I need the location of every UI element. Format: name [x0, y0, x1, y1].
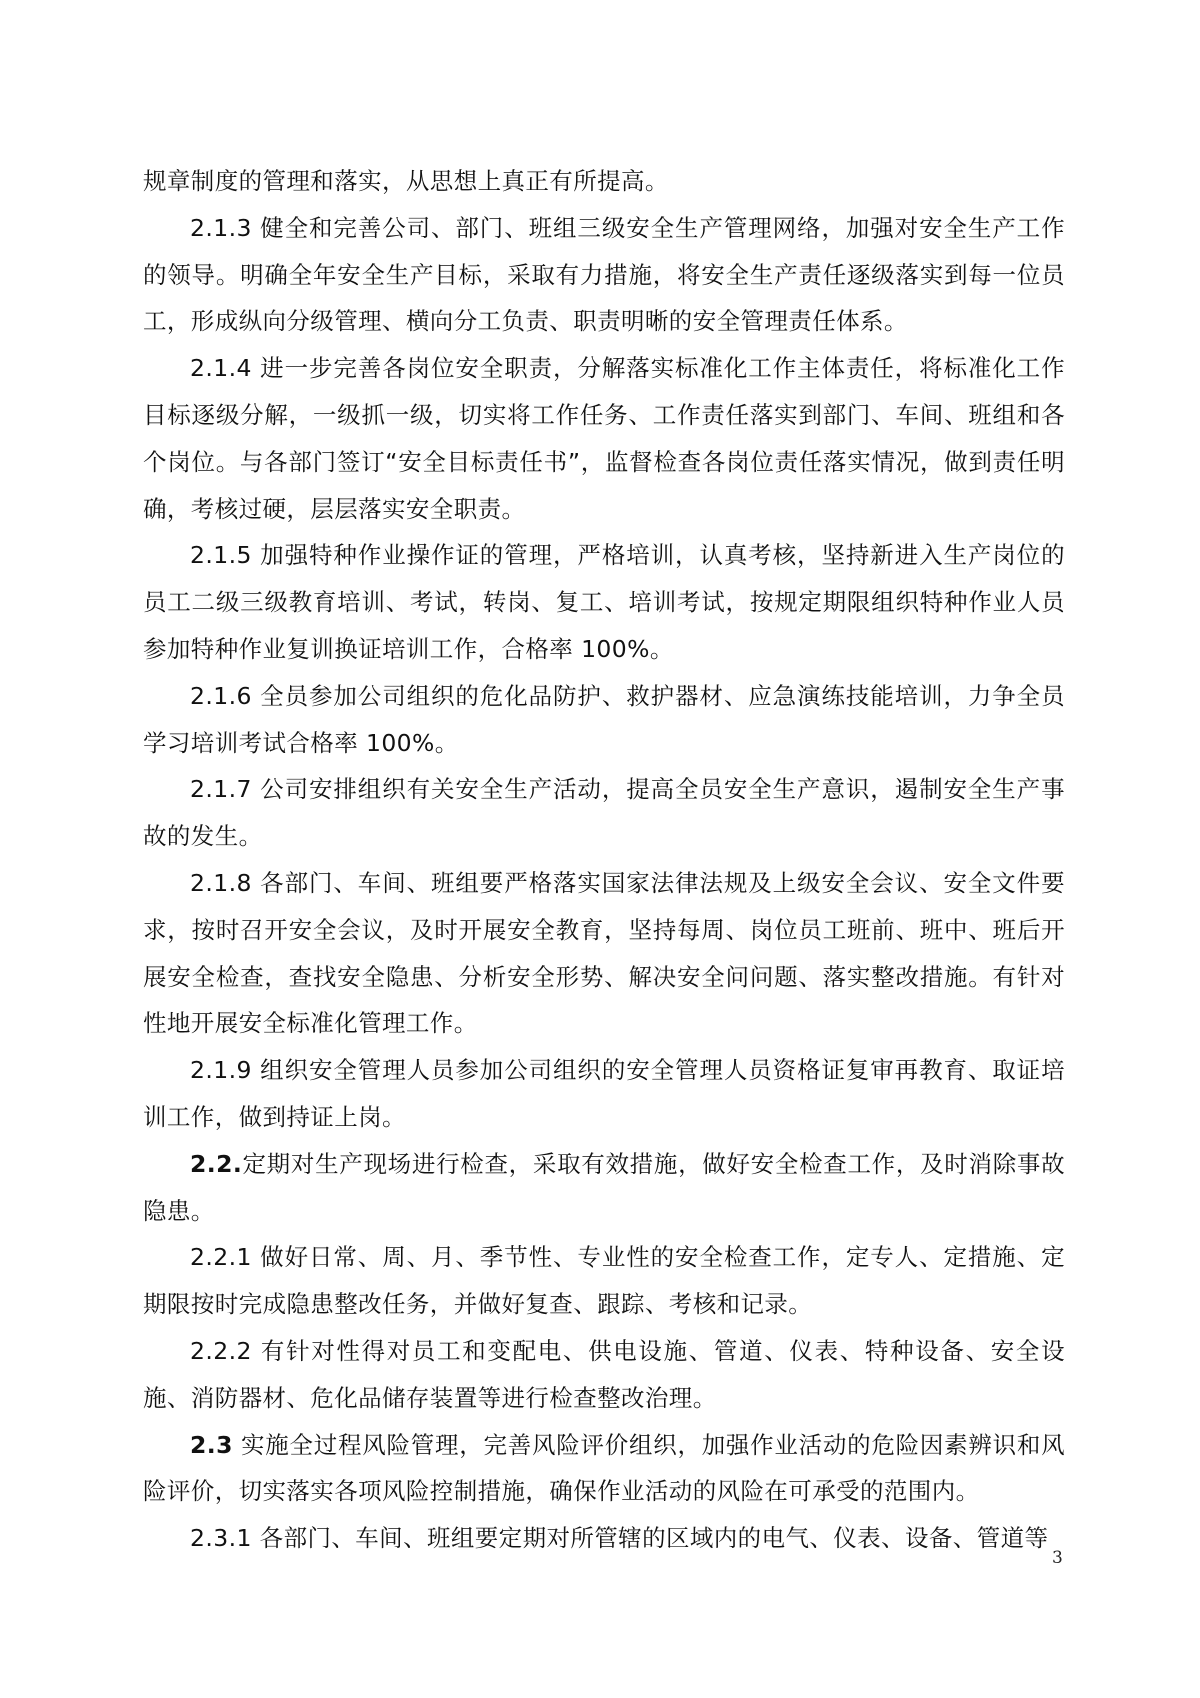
paragraph-2-3 — [143, 1422, 1065, 1516]
section-number: 2.3.1 — [190, 1524, 252, 1553]
paragraph-2-1-6 — [143, 673, 1065, 767]
paragraph-2-1-4 — [143, 345, 1065, 532]
section-number: 2.1.3 — [190, 213, 252, 242]
paragraph-2-1-5 — [143, 532, 1065, 672]
paragraph-2-2 — [143, 1141, 1065, 1235]
page-number: 3 — [1052, 1548, 1063, 1568]
paragraph-text: 实施全过程风险管理，完善风险评价组织，加强作业活动的危险因素辨识和风险评价，切实落实各项风险控制措施，确保作业活动的风险在可承受的范围内。 — [143, 1430, 1065, 1506]
section-number: 2.2.2 — [190, 1336, 252, 1365]
section-number: 2.1.9 — [190, 1056, 252, 1085]
paragraph-text: 各部门、车间、班组要定期对所管辖的区域内的电气、仪表、设备、管道等 — [251, 1524, 1049, 1553]
paragraph-text: 有针对性得对员工和变配电、供电设施、管道、仪表、特种设备、安全设施、消防器材、危化品储存装置等进行检查整改治理。 — [143, 1336, 1065, 1412]
document-body — [143, 158, 1065, 1562]
paragraph-text: 全员参加公司组织的危化品防护、救护器材、应急演练技能培训，力争全员学习培训考试合格率 100%。 — [143, 681, 1065, 757]
paragraph-2-1-9 — [143, 1047, 1065, 1141]
section-number: 2.2.1 — [190, 1243, 252, 1272]
paragraph-text: 加强特种作业操作证的管理，严格培训，认真考核，坚持新进入生产岗位的员工二级三级教育培训、考试，转岗、复工、培训考试，按规定期限组织特种作业人员参加特种作业复训换证培训工作，合格率 100%。 — [143, 541, 1065, 663]
section-number: 2.1.5 — [190, 541, 252, 570]
paragraph-2-1-8 — [143, 860, 1065, 1047]
paragraph-2-2-1 — [143, 1234, 1065, 1328]
section-number: 2.1.8 — [190, 868, 252, 897]
paragraph-continuation — [143, 158, 1065, 205]
paragraph-2-2-2 — [143, 1328, 1065, 1422]
paragraph-text: 规章制度的管理和落实，从思想上真正有所提高。 — [143, 167, 669, 195]
paragraph-text: 健全和完善公司、部门、班组三级安全生产管理网络，加强对安全生产工作的领导。明确全年安全生产目标，采取有力措施，将安全生产责任逐级落实到每一位员工，形成纵向分级管理、横向分工负责、职责明晰的安全管理责任体系。 — [143, 213, 1065, 336]
section-number: 2.3 — [190, 1430, 233, 1459]
paragraph-2-1-7 — [143, 766, 1065, 860]
paragraph-text: 定期对生产现场进行检查，采取有效措施，做好安全检查工作，及时消除事故隐患。 — [143, 1149, 1065, 1225]
section-number: 2.1.6 — [190, 681, 252, 710]
paragraph-text: 组织安全管理人员参加公司组织的安全管理人员资格证复审再教育、取证培训工作，做到持证上岗。 — [143, 1056, 1065, 1131]
paragraph-2-1-3 — [143, 205, 1065, 345]
section-number: 2.1.7 — [190, 775, 252, 804]
paragraph-text: 进一步完善各岗位安全职责，分解落实标准化工作主体责任，将标准化工作目标逐级分解，一级抓一级，切实将工作任务、工作责任落实到部门、车间、班组和各个岗位。与各部门签订“安全目标责任书”，监督检查各岗位责任落实情况，做到责任明确，考核过硬，层层落实安全职责。 — [143, 354, 1065, 523]
paragraph-2-3-1 — [143, 1515, 1065, 1562]
paragraph-text: 公司安排组织有关安全生产活动，提高全员安全生产意识，遏制安全生产事故的发生。 — [143, 775, 1065, 851]
paragraph-text: 各部门、车间、班组要严格落实国家法律法规及上级安全会议、安全文件要求，按时召开安全会议，及时开展安全教育，坚持每周、岗位员工班前、班中、班后开展安全检查，查找安全隐患、分析安全形势、解决安全问问题、落实整改措施。有针对性地开展安全标准化管理工作。 — [143, 868, 1065, 1038]
paragraph-text: 做好日常、周、月、季节性、专业性的安全检查工作，定专人、定措施、定期限按时完成隐患整改任务，并做好复查、跟踪、考核和记录。 — [143, 1243, 1065, 1319]
section-number: 2.2. — [190, 1149, 243, 1178]
section-number: 2.1.4 — [190, 354, 252, 383]
